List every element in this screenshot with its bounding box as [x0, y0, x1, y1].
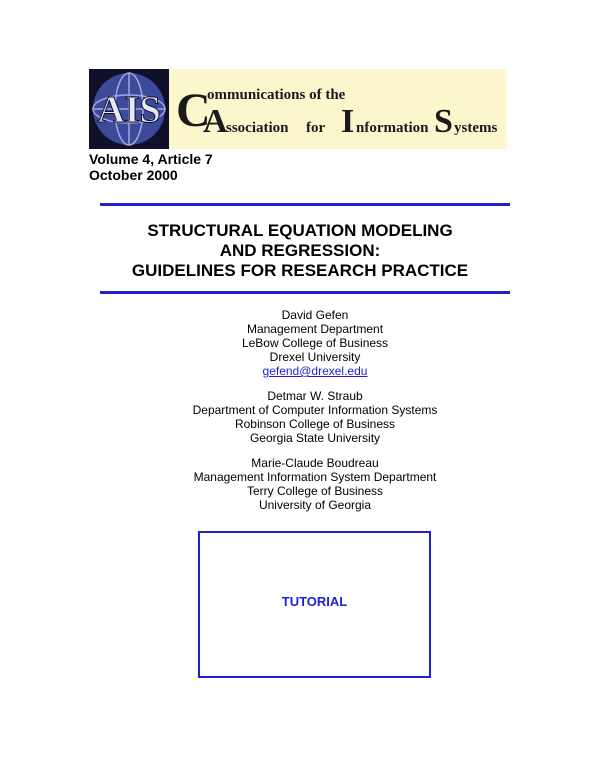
author-name: Marie-Claude Boudreau [251, 456, 379, 470]
author-name: Detmar W. Straub [267, 389, 363, 403]
journal-c: C [176, 84, 211, 137]
author-list [0, 308, 600, 523]
author-email-link[interactable]: gefend@drexel.edu [262, 364, 368, 378]
title-line: STRUCTURAL EQUATION MODELING [147, 221, 453, 240]
journal-ssociation: ssociation [226, 120, 289, 136]
ais-logo [89, 69, 169, 149]
journal-for: for [306, 120, 326, 136]
journal-ystems: ystems [454, 120, 498, 136]
journal-nformation: nformation [356, 120, 429, 136]
journal-a: A [203, 103, 228, 140]
journal-s: S [434, 103, 453, 140]
author-affiliation: LeBow College of Business [241, 336, 389, 350]
logo-text: AIS [97, 89, 161, 131]
paper-title [0, 221, 600, 281]
author-block [0, 389, 600, 445]
title-line: AND REGRESSION: [219, 241, 381, 260]
issue-date: October 2000 [89, 167, 178, 183]
article-type-label: TUTORIAL [281, 594, 348, 609]
author-affiliation: Management Department [246, 322, 384, 336]
article-type-box [198, 531, 431, 678]
author-affiliation: Terry College of Business [246, 484, 384, 498]
author-name: David Gefen [281, 308, 349, 322]
journal-ommunications: ommunications of the [207, 87, 346, 103]
globe-icon [89, 69, 169, 149]
issue-info [89, 151, 213, 183]
title-line: GUIDELINES FOR RESEARCH PRACTICE [131, 261, 469, 280]
journal-name [176, 77, 506, 147]
journal-banner [89, 69, 507, 149]
author-block [0, 456, 600, 512]
volume: Volume 4, Article 7 [89, 151, 213, 167]
author-block [0, 308, 600, 378]
bottom-rule [100, 291, 510, 294]
author-affiliation: Management Information System Department [193, 470, 437, 484]
author-affiliation: Georgia State University [249, 431, 381, 445]
top-rule [100, 203, 510, 206]
author-affiliation: Robinson College of Business [234, 417, 396, 431]
author-affiliation: University of Georgia [258, 498, 372, 512]
author-affiliation: Drexel University [269, 350, 361, 364]
author-affiliation: Department of Computer Information Systems [192, 403, 438, 417]
journal-i: I [341, 103, 355, 140]
